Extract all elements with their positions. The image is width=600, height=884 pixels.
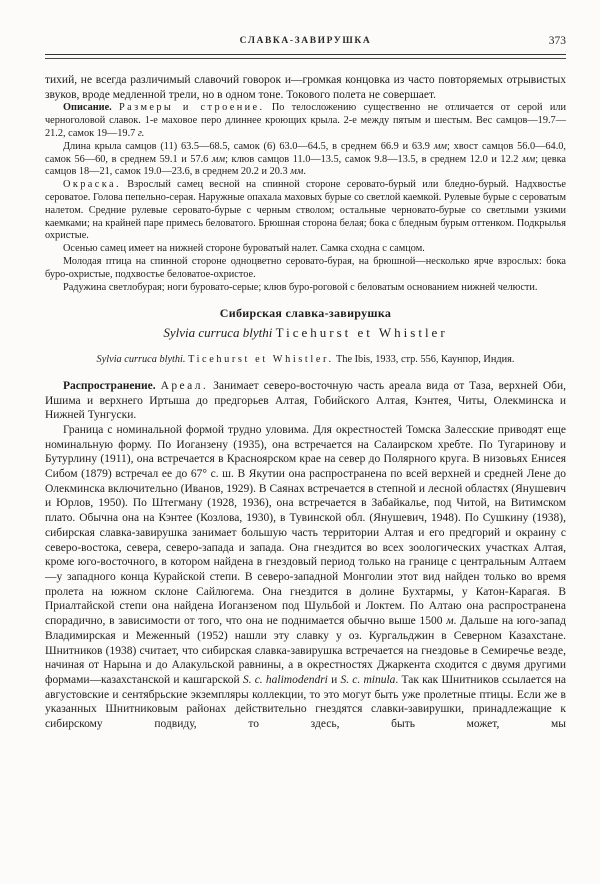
text-run: г. bbox=[137, 128, 145, 139]
page-content bbox=[45, 73, 566, 732]
text-run: Sylvia curruca blythi bbox=[163, 325, 273, 341]
paragraph bbox=[45, 282, 566, 295]
text-run: S. c. halimodendri bbox=[242, 673, 328, 686]
text-run: . Так как Шнитников ссылается на августовские и сентябрьские экземпляры коллекции, то это могут быть уже пролетные птицы. Если же в указанных Шнитниковым районах действительно гнездятся славки-завирушки, принадлежащие к сибирскому подвиду, то здесь, быть может, мы bbox=[45, 673, 566, 731]
page-number: 373 bbox=[548, 35, 566, 47]
paragraph bbox=[45, 179, 566, 243]
text-run: S. c. minula bbox=[340, 673, 396, 686]
paragraph bbox=[45, 243, 566, 256]
paragraph bbox=[45, 102, 566, 140]
text-run: Распространение. bbox=[63, 379, 156, 392]
text-run: . bbox=[303, 166, 306, 178]
text-run: Взрослый самец весной на спинной стороне серовато-бурый или бледно-бурый. Надхвостье сероватое. Голова пепельно-серая. Наружные опахала маховых бурые со светлой каемкой. Рулевые бурые с сероватым налетом. Средние рулевые серовато-бурые с черным стволом; остальные черновато-бурые со светлыми узкими каемками; на крайней паре примесь беловатого. Брюшная сторона белая; бока с бледным бурым оттенком. Подкрылья охристые. bbox=[45, 179, 566, 242]
text-run bbox=[112, 102, 119, 113]
text-run: Окраска. bbox=[63, 179, 121, 191]
text-run: мм bbox=[433, 140, 447, 152]
species-heading-latin bbox=[45, 324, 566, 341]
header-rule bbox=[45, 54, 566, 59]
paragraph bbox=[45, 379, 566, 423]
text-run: Sylvia curruca blythi. bbox=[96, 354, 186, 366]
text-run: ; хвост самцов 56.0—64.0, самок 56—60, в среднем 59.1 и 57.6 bbox=[45, 140, 567, 165]
text-run: . Дальше на юго-запад Владимирская и Меженный (1952) нашли эту славку у оз. Кургальджин в Северном Казахстане. Шнитников (1938) считает, что сибирская славка-завирушка встречается на гнездовье в Семиречье везде, начиная от Нарына и до Алакульской равнины, а в окрестностях Джаркента сходится с двумя другими формами—казахстанской и кашгарской bbox=[45, 615, 566, 686]
running-title: СЛАВКА-ЗАВИРУШКА bbox=[239, 36, 372, 46]
text-run: и bbox=[327, 673, 341, 686]
paragraph bbox=[45, 256, 566, 282]
text-run: мм bbox=[290, 166, 304, 178]
text-run: ; цевка самцов 18—21, самок 19.0—23.6, в среднем 20.2 и 20.3 bbox=[45, 153, 566, 178]
text-run: Длина крыла самцов (11) 63.5—68.5, самок (6) 63.0—64.5, в среднем 66.9 и 63.9 bbox=[63, 140, 434, 152]
text-run: Осенью самец имеет на нижней стороне буроватый налет. Самка сходна с самцом. bbox=[63, 243, 425, 255]
text-run: Сибирская славка-завирушка bbox=[219, 306, 392, 321]
text-run: м bbox=[446, 615, 454, 628]
text-run: По телосложению существенно не отличается от серой или черноголовой славок. 1-е маховое перо длиннее кроющих крыла. 2-е между пятым и шестым. Вес самцов—19.7—21.2, самок 19—19.7 bbox=[45, 102, 566, 139]
text-run: Молодая птица на спинной стороне одноцветно серовато-бурая, на брюшной—несколько ярче взрослых: бока буро-охристые, подхвостье беловатое-охристое. bbox=[45, 255, 566, 280]
text-run: Ареал. bbox=[160, 379, 209, 392]
text-run: мм bbox=[522, 153, 536, 165]
text-run: мм bbox=[211, 153, 226, 165]
text-run: Ticehurst et Whistler. bbox=[188, 354, 334, 366]
text-run: Радужина светлобурая; ноги буровато-серые; клюв буро-роговой с беловатым основанием нижней челюсти. bbox=[63, 281, 538, 293]
text-run: Занимает северо-восточную часть ареала вида от Таза, верхней Оби, Ишима и верхнего Иртыша до предгорьев Алтая, Гобийского Алтая, Кэнтея, Читы, Олекминска и Нижней Тунгуски. bbox=[45, 379, 567, 422]
species-heading-ru bbox=[45, 306, 566, 321]
paragraph bbox=[45, 423, 566, 732]
species-citation bbox=[45, 353, 566, 367]
text-run: The Ibis, 1933, стр. 556, Каунпор, Индия. bbox=[333, 354, 515, 366]
paragraph bbox=[45, 73, 566, 102]
text-run: Граница с номинальной формой трудно уловима. Для окрестностей Томска Залесские приводят еще номинальную форму. По Иоганзену (1935), она встречается на Салаирском хребте. По Тугаринову и Бутурлину (1911), она встречается в Красноярском крае на север до Полярного круга. В низовьях Енисея Сибом (1879) встречал ее до 67° с. ш. В Якутии она распространена по всей верхней и средней Лене до Олекминска включительно (Иванов, 1929). В Саянах встречается в степной и лесной областях (Янушевич и Юрлов, 1950). По Штегману (1928, 1936), она встречается в Забайкалье, под Читой, на Витимском плато. Обычна она на Кэнтее (Козлова, 1930), в Тувинской обл. (Янушевич, 1948). По Сушкину (1938), сибирская славка-завирушка занимает большую часть территории Алтая и его предгорий и окраину с северо-востока, севера, северо-запада и запада. Она гнездится во всех зоологических участках Алтая, кроме юго-восточного, в котором найдена в гнездовый период только на границе с центральным Алтаем—у западного конца Курайской степи. В северо-западной Монголии этот вид найден только во время пролета на южном склоне Сайлюгема. Она гнездится в долине Бухтармы, у Катон-Карагая. В Приалтайской степи она найдена Иоганзеном под Шульбой и Локтем. По Алтаю она распространена спорадично, в зависимости от того, что она не поднимается обычно выше 1500 bbox=[45, 423, 566, 628]
text-run: ; клюв самцов 11.0—13.5, самок 9.8—13.5, в среднем 12.0 и 12.2 bbox=[225, 153, 523, 165]
running-head bbox=[45, 36, 566, 52]
paragraph bbox=[45, 141, 566, 179]
text-run: Ticehurst et Whistler bbox=[275, 325, 448, 341]
text-run: Описание. bbox=[63, 102, 112, 114]
text-run: тихий, не всегда различимый славочий говорок и—громкая концовка из часто повторяемых отрывистых звуков, вроде медленной трели, но в одном тоне. Токового полета не совершает. bbox=[45, 74, 566, 101]
text-run: Размеры и строение. bbox=[119, 102, 265, 114]
